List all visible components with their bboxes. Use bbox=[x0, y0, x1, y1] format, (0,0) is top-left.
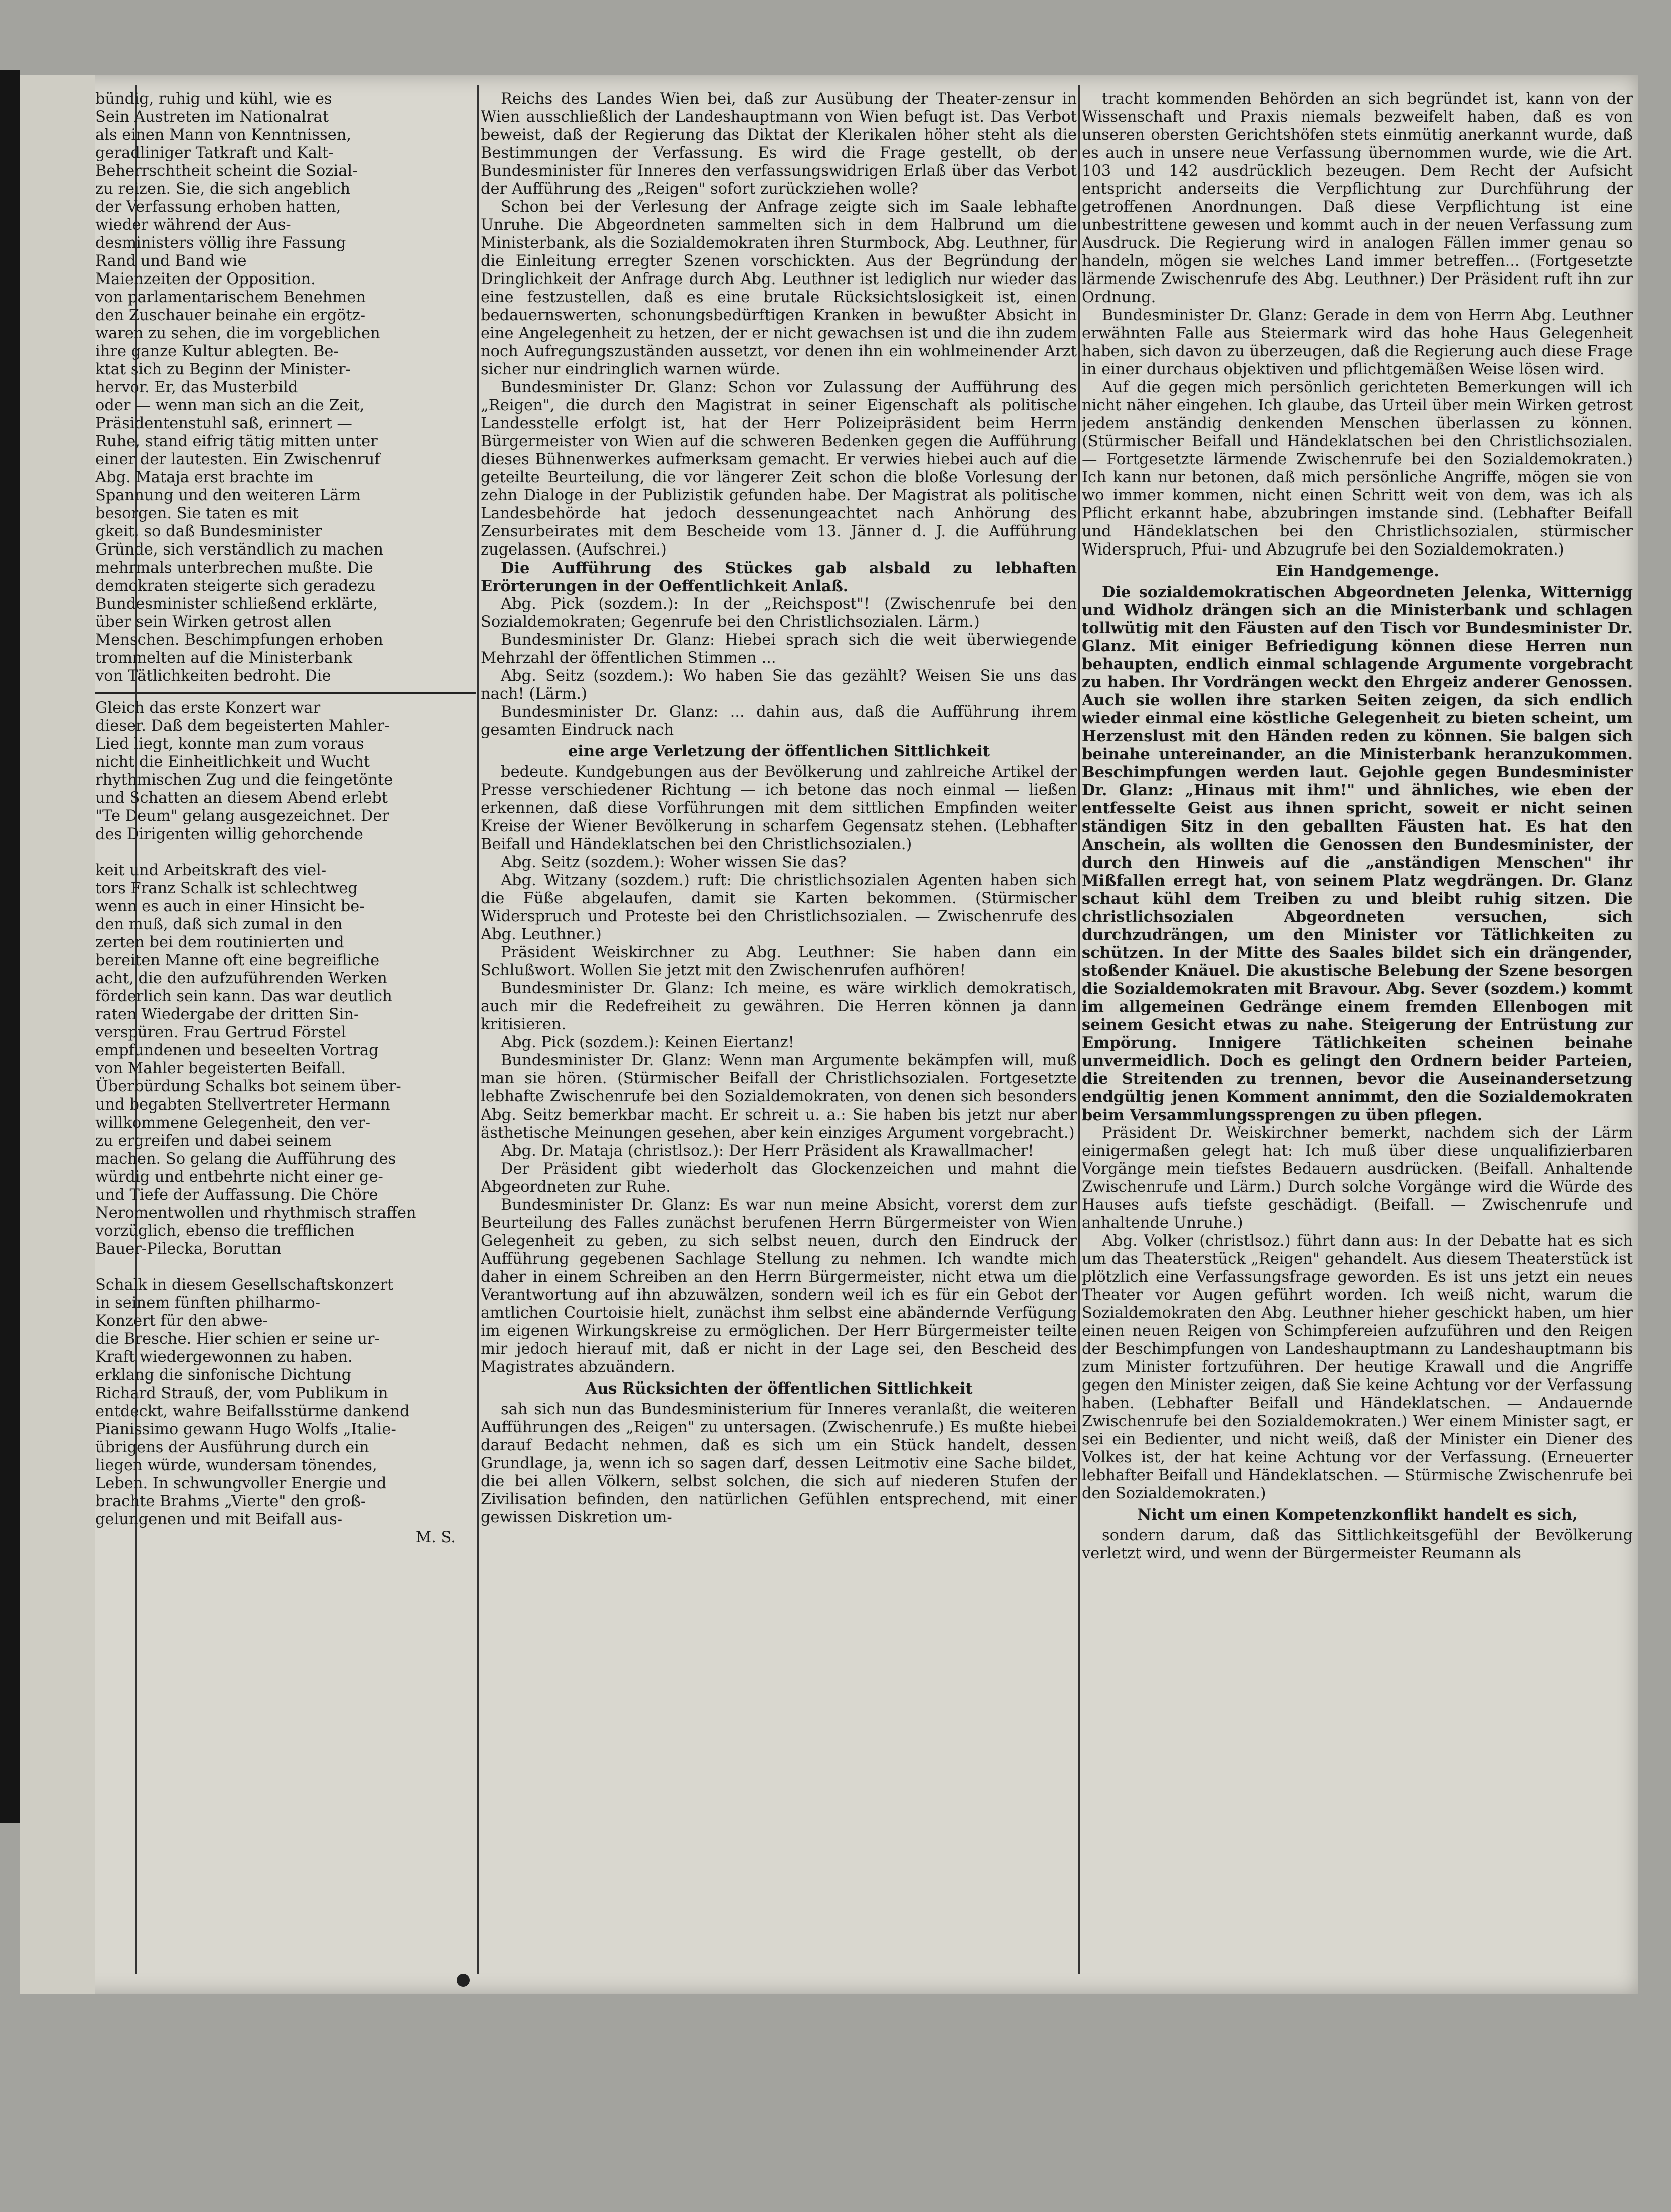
text-line: und Tiefe der Auffassung. Die Chöre bbox=[95, 1186, 378, 1204]
text-line: tors Franz Schalk ist schlechtweg bbox=[95, 880, 358, 897]
text-line: förderlich sein kann. Das war deutlich bbox=[95, 988, 392, 1005]
text-line: Ruhe, stand eifrig tätig mitten unter bbox=[95, 433, 378, 450]
text-line: machen. So gelang die Aufführung des bbox=[95, 1150, 396, 1168]
text-line: geradliniger Tatkraft und Kalt- bbox=[95, 144, 334, 162]
paragraph: Bundesminister Dr. Glanz: ... dahin aus, daß die Aufführung ihrem gesamten Eindruck nach bbox=[481, 703, 1077, 739]
subheading: Nicht um einen Kompetenzkonflikt handelt es sich, bbox=[1137, 1506, 1578, 1524]
text-line: gelungenen und mit Beifall aus- bbox=[95, 1511, 343, 1528]
paragraph: Die Aufführung des Stückes gab alsbald zu lebhaften Erörterungen in der Oeffentlichkeit Anlaß. bbox=[481, 559, 1077, 595]
text-line: bündig, ruhig und kühl, wie es bbox=[95, 90, 332, 108]
text-line: dieser. Daß dem begeisterten Mahler- bbox=[95, 717, 390, 735]
text-line: der Verfassung erhoben hatten, bbox=[95, 198, 341, 216]
paragraph: Abg. Pick (sozdem.): Keinen Eiertanz! bbox=[501, 1034, 794, 1051]
text-line: und Schatten an diesem Abend erlebt bbox=[95, 789, 388, 807]
text-line: Kraft wiedergewonnen zu haben. bbox=[95, 1348, 353, 1366]
newspaper-page bbox=[20, 75, 1638, 1994]
text-line: Abg. Mataja erst brachte im bbox=[95, 469, 314, 486]
text-line: desministers völlig ihre Fassung bbox=[95, 234, 346, 252]
text-line: hervor. Er, das Musterbild bbox=[95, 379, 298, 396]
text-line: Konzert für den abwe- bbox=[95, 1312, 268, 1330]
text-line: Sein Austreten im Nationalrat bbox=[95, 108, 329, 126]
text-line: Gründe, sich verständlich zu machen bbox=[95, 541, 384, 559]
text-line: gkeit, so daß Bundesminister bbox=[95, 523, 322, 540]
column-rule-2 bbox=[1078, 85, 1080, 1974]
cut-off-left-column bbox=[20, 75, 95, 1994]
text-line: ktat sich zu Beginn der Minister- bbox=[95, 361, 351, 378]
paragraph: sondern darum, daß das Sittlichkeitsgefühl der Bevölkerung verletzt wird, und wenn der Bürgermeister Reumann als bbox=[1082, 1527, 1633, 1562]
text-line: Neromentwollen und rhythmisch straffen bbox=[95, 1204, 416, 1222]
text-line: von Tätlichkeiten bedroht. Die bbox=[95, 667, 331, 685]
column-rule-1 bbox=[477, 85, 479, 1974]
paragraph: Schon bei der Verlesung der Anfrage zeigte sich im Saale lebhafte Unruhe. Die Abgeordneten sammelten sich in dem Halbrund um die Ministerbank, als die Sozialdemokraten ihren Sturmbock, Abg. Leuthner, für die Einleitung erregter Szenen vorschickten. Aus der Begründung der Dringlichkeit der Anfrage durch Abg. Leuthner ist lediglich nur wieder das eine festzustellen, daß es eine brutale Rücksichtslosigkeit ist, einen bedauernswerten, schonungsbedürftigen Kranken in bewußter Absicht in eine Angelegenheit zu hetzen, der er nicht gewachsen ist und die ihn zudem noch Aufregungszuständen aussetzt, vor denen ihn ein wohlmeinender Arzt sicher nur eindringlich warnen würde. bbox=[481, 198, 1077, 378]
subheading: eine arge Verletzung der öffentlichen Sittlichkeit bbox=[568, 742, 990, 760]
text-line: entdeckt, wahre Beifallsstürme dankend bbox=[95, 1403, 410, 1420]
text-line: die Bresche. Hier schien er seine ur- bbox=[95, 1330, 380, 1348]
text-line: würdig und entbehrte nicht einer ge- bbox=[95, 1168, 383, 1186]
text-line: raten Wiedergabe der dritten Sin- bbox=[95, 1006, 359, 1023]
text-line: Rand und Band wie bbox=[95, 252, 247, 270]
text-line: erklang die sinfonische Dichtung bbox=[95, 1366, 352, 1384]
text-line: vorzüglich, ebenso die trefflichen bbox=[95, 1222, 355, 1240]
text-line: des Dirigenten willig gehorchende bbox=[95, 825, 363, 843]
paragraph: Bundesminister Dr. Glanz: Gerade in dem von Herrn Abg. Leuthner erwähnten Falle aus Steiermark wird das hohe Haus Gelegenheit haben, sich davon zu überzeugen, daß die Regierung auch diese Frage in einer durchaus objektiven und pflichtgemäßen Weise lösen wird. bbox=[1082, 307, 1633, 378]
subheading: Aus Rücksichten der öffentlichen Sittlichkeit bbox=[585, 1379, 973, 1398]
text-line: Richard Strauß, der, vom Publikum in bbox=[95, 1385, 388, 1402]
paragraph: bedeute. Kundgebungen aus der Bevölkerung und zahlreiche Artikel der Presse verschiedener Richtung — ich betone das noch einmal — ließen erkennen, daß diese Vorführungen mit dem sittlichen Empfinden weiter Kreise der Wiener Bevölkerung in scharfem Gegensatz stehen. (Lebhafter Beifall und Händeklatschen bei den Christlichsozialen.) bbox=[481, 763, 1077, 853]
text-line: Maienzeiten der Opposition. bbox=[95, 270, 316, 288]
text-line: Schalk in diesem Gesellschaftskonzert bbox=[95, 1276, 394, 1294]
text-line: den Zuschauer beinahe ein ergötz- bbox=[95, 307, 366, 324]
text-line: als einen Mann von Kenntnissen, bbox=[95, 126, 352, 144]
scan-left-edge bbox=[0, 70, 20, 1823]
text-line: wieder während der Aus- bbox=[95, 216, 291, 234]
paragraph: tracht kommenden Behörden an sich begründet ist, kann von der Wissenschaft und Praxis niemals bezweifelt haben, daß es von unseren obersten Gerichtshöfen stets einmütig anerkannt wurde, daß es auch in unsere neue Verfassung übernommen wurde, wie die Art. 103 und 142 ausdrücklich bezeugen. Dem Recht der Aufsicht entspricht anderseits die Verpflichtung zur Durchführung der getroffenen Anordnungen. Daß diese Verpflichtung ist eine unbestrittene gewesen und kommt auch in der neuen Verfassung zum Ausdruck. Die Regierung wird in analogen Fällen immer genau so handeln, mögen sie welches Land immer betreffen... (Fortgesetzte lärmende Zwischenrufe des Abg. Leuthner.) Der Präsident ruft ihn zur Ordnung. bbox=[1082, 90, 1633, 306]
paragraph: Bundesminister Dr. Glanz: Wenn man Argumente bekämpfen will, muß man sie hören. (Stürmischer Beifall der Christlichsozialen. Fortgesetzte lebhafte Zwischenrufe bei den Sozialdemokraten, von denen sich besonders Abg. Seitz bemerkbar macht. Er schreit u. a.: Sie haben bis jetzt nur aber ästhetische Meinungen gesehen, aber kein einziges Argument vorgebracht.) bbox=[481, 1052, 1077, 1142]
text-line: zu reizen. Sie, die sich angeblich bbox=[95, 180, 351, 198]
text-line: ihre ganze Kultur ablegten. Be- bbox=[95, 343, 339, 360]
text-line: verspüren. Frau Gertrud Förstel bbox=[95, 1024, 346, 1041]
paragraph: Abg. Dr. Mataja (christlsoz.): Der Herr Präsident als Krawallmacher! bbox=[501, 1142, 1034, 1160]
text-line: in seinem fünften philharmo- bbox=[95, 1294, 321, 1312]
paragraph: Bundesminister Dr. Glanz: Hiebei sprach sich die weit überwiegende Mehrzahl der öffentlichen Stimmen ... bbox=[481, 631, 1077, 667]
paragraph: Präsident Weiskirchner zu Abg. Leuthner: Sie haben dann ein Schlußwort. Wollen Sie jetzt mit den Zwischenrufen aufhören! bbox=[481, 944, 1077, 979]
text-line: Leben. In schwungvoller Energie und bbox=[95, 1475, 387, 1492]
text-line bbox=[95, 1258, 476, 1276]
paragraph: Bundesminister Dr. Glanz: Schon vor Zulassung der Aufführung des „Reigen", die durch den Magistrat in seiner Eigenschaft als politische Landesstelle erfolgt ist, hat der Herr Polizeipräsident beim Herrn Bürgermeister von Wien auf die schweren Bedenken gegen die Aufführung dieses Bühnenwerkes aufmerksam gemacht. Er verwies hiebei auch auf die geteilte Beurteilung, die vor längerer Zeit schon die bloße Vorlesung der zehn Dialoge in der Publizistik gefunden habe. Der Magistrat als politische Landesbehörde hat jedoch dessenungeachtet nach Anhörung des Zensurbeirates mit dem Bescheide vom 13. Jänner d. J. die Aufführung zugelassen. (Aufschrei.) bbox=[481, 379, 1077, 559]
text-line: demokraten steigerte sich geradezu bbox=[95, 577, 376, 595]
paragraph: Abg. Witzany (sozdem.) ruft: Die christlichsozialen Agenten haben sich die Füße abgelaufen, damit sie Karten bekommen. (Stürmischer Widerspruch und Proteste bei den Christlichsozialen. — Zwischenrufe des Abg. Leuthner.) bbox=[481, 872, 1077, 943]
text-line: nicht die Einheitlichkeit und Wucht bbox=[95, 753, 370, 771]
text-line: liegen würde, wundersam tönendes, bbox=[95, 1457, 377, 1474]
paragraph: Bundesminister Dr. Glanz: Es war nun meine Absicht, vorerst dem zur Beurteilung des Falles zunächst berufenen Herrn Bürgermeister von Wien Gelegenheit zu geben, zu sich selbst neuen, durch den Eindruck der Aufführung gegebenen Sachlage Stellung zu nehmen. Ich wandte mich daher in einem Schreiben an den Herrn Bürgermeister, nicht etwa um die Verantwortung auf ihn abzuwälzen, sondern weil ich es für ein Gebot der amtlichen Courtoisie hielt, zunächst ihm selbst eine abändernde Verfügung im eigenen Wirkungskreise zu ermöglichen. Der Herr Bürgermeister teilte mir jedoch hierauf mit, daß er nicht in der Lage sei, den Bescheid des Magistrates abzuändern. bbox=[481, 1196, 1077, 1376]
column-1 bbox=[95, 90, 476, 1547]
text-line: übrigens der Ausführung durch ein bbox=[95, 1439, 369, 1456]
text-line: rhythmischen Zug und die feingetönte bbox=[95, 771, 393, 789]
text-line: oder — wenn man sich an die Zeit, bbox=[95, 397, 365, 414]
text-line: trommelten auf die Ministerbank bbox=[95, 649, 353, 667]
text-line: acht, die den aufzuführenden Werken bbox=[95, 970, 387, 987]
subheading: Ein Handgemenge. bbox=[1276, 562, 1439, 580]
text-line: Beherrschtheit scheint die Sozial- bbox=[95, 162, 358, 180]
text-line: keit und Arbeitskraft des viel- bbox=[95, 862, 327, 879]
text-line: brachte Brahms „Vierte" den groß- bbox=[95, 1493, 366, 1510]
paragraph: Auf die gegen mich persönlich gerichteten Bemerkungen will ich nicht näher eingehen. Ich glaube, das Urteil über mein Wirken getrost jedem anständig denkenden Menschen überlassen zu können. (Stürmischer Beifall und Händeklatschen bei den Christlichsozialen. — Fortgesetzte lärmende Zwischenrufe bei den Sozialdemokraten.) Ich kann nur betonen, daß mich persönliche Angriffe, mögen sie von wo immer kommen, nicht einen Schritt weit von dem, was ich als Pflicht erkannt habe, abzubringen imstande sind. (Lebhafter Beifall und Händeklatschen bei den Christlichsozialen, stürmischer Widerspruch, Pfui- und Abzugrufe bei den Sozialdemokraten.) bbox=[1082, 379, 1633, 559]
text-line: Gleich das erste Konzert war bbox=[95, 699, 321, 717]
text-line: und begabten Stellvertreter Hermann bbox=[95, 1096, 390, 1114]
text-line: Pianissimo gewann Hugo Wolfs „Italie- bbox=[95, 1421, 396, 1438]
text-line: "Te Deum" gelang ausgezeichnet. Der bbox=[95, 807, 389, 825]
text-line: von Mahler begeisterten Beifall. bbox=[95, 1060, 346, 1077]
text-line: über sein Wirken getrost allen bbox=[95, 613, 332, 631]
text-line: wenn es auch in einer Hinsicht be- bbox=[95, 898, 365, 915]
paragraph: Abg. Volker (christlsoz.) führt dann aus: In der Debatte hat es sich um das Theaterstück „Reigen" gehandelt. Aus diesem Theaterstück ist plötzlich eine Verfassungsfrage geworden. Es ist uns jetzt ein neues Theater vor Augen geführt worden. Ich weiß nicht, warum die Sozialdemokraten den Abg. Leuthner hieher geschickt haben, um hier einen neuen Reigen von Schimpfereien aufzuführen und den Reigen der Beschimpfungen von Landeshauptmann zu Landeshauptmann bis zum Minister fortzuführen. Der heutige Krawall und die Angriffe gegen den Minister zeigen, daß Sie keine Achtung vor der Verfassung haben. (Lebhafter Beifall und Händeklatschen. — Andauernde Zwischenrufe bei den Sozialdemokraten.) Wer einem Minister sagt, er sei ein Bedienter, und nicht weiß, daß der Minister ein Diener des Volkes ist, der hat keine Achtung vor der Verfassung. (Erneuerter lebhafter Beifall und Händeklatschen. — Stürmische Zwischenrufe bei den Sozialdemokraten.) bbox=[1082, 1232, 1633, 1502]
text-line: Spannung und den weiteren Lärm bbox=[95, 487, 361, 504]
text-line: zu ergreifen und dabei seinem bbox=[95, 1132, 332, 1150]
text-line: Menschen. Beschimpfungen erhoben bbox=[95, 631, 383, 649]
column-2 bbox=[481, 90, 1077, 1527]
paragraph: Abg. Pick (sozdem.): In der „Reichspost"! (Zwischenrufe bei den Sozialdemokraten; Gegenrufe bei den Christlichsozialen. Lärm.) bbox=[481, 595, 1077, 631]
paragraph: Abg. Seitz (sozdem.): Woher wissen Sie das? bbox=[501, 854, 847, 871]
text-line: bereiten Manne oft eine begreifliche bbox=[95, 952, 380, 969]
paragraph: Die sozialdemokratischen Abgeordneten Jelenka, Witternigg und Widholz drängen sich an die Ministerbank und schlagen tollwütig mit den Fäusten auf den Tisch vor Bundesminister Dr. Glanz. Mit einiger Befriedigung können diese Herren nun behaupten, endlich einmal schlagende Argumente vorgebracht zu haben. Ihr Vordrängen weckt den Ehrgeiz anderer Genossen. Auch sie wollen ihre starken Seiten zeigen, da sich endlich wieder einmal eine köstliche Gelegenheit zu bieten scheint, um Herzenslust mit den Händen reden zu können. Sie balgen sich beinahe untereinander, an die Ministerbank heranzukommen. Beschimpfungen werden laut. Gejohle gegen Bundesminister Dr. Glanz: „Hinaus mit ihm!" und ähnliches, wie eben der entfesselte Geist aus ihnen spricht, soweit er nicht seinen ständigen Sitz in den geballten Fäusten hat. Es hat den Anschein, als wollten die Genossen den Bundesminister, der durch den Hinweis auf die „anständigen Menschen" ihr Mißfallen erregt hat, von seinem Platz wegdrängen. Dr. Glanz schaut kühl dem Treiben zu und bleibt ruhig sitzen. Die christlichsozialen Abgeordneten versuchen, sich durchzudrängen, um den Minister vor Tätlichkeiten zu schützen. In der Mitte des Saales bildet sich ein drängender, stoßender Knäuel. Die akustische Belebung der Szene besorgen die Sozialdemokraten mit Bravour. Abg. Sever (sozdem.) kommt im allgemeinen Gedränge einem fremden Ellenbogen mit seinem Gesicht etwas zu nahe. Steigerung der Entrüstung zur Empörung. Innigere Tätlichkeiten scheinen beinahe unvermeidlich. Doch es gelingt den Ordnern beider Parteien, die Streitenden zu trennen, bevor die Auseinandersetzung endgültig jenen Komment annimmt, den die Sozialdemokraten beim Versammlungssprengen zu üben pflegen. bbox=[1082, 583, 1633, 1124]
text-line: waren zu sehen, die im vorgeblichen bbox=[95, 325, 380, 342]
text-line: Lied liegt, konnte man zum voraus bbox=[95, 735, 364, 753]
text-line: zerten bei dem routinierten und bbox=[95, 934, 344, 951]
text-line: Bauer-Pilecka, Boruttan bbox=[95, 1240, 282, 1258]
text-line: den muß, daß sich zumal in den bbox=[95, 916, 343, 933]
paragraph: Abg. Seitz (sozdem.): Wo haben Sie das gezählt? Weisen Sie uns das nach! (Lärm.) bbox=[481, 667, 1077, 703]
text-line: Präsidentenstuhl saß, erinnert — bbox=[95, 415, 352, 432]
text-line: besorgen. Sie taten es mit bbox=[95, 505, 299, 522]
ink-blot bbox=[457, 1974, 470, 1987]
paragraph: Der Präsident gibt wiederholt das Glockenzeichen und mahnt die Abgeordneten zur Ruhe. bbox=[481, 1160, 1077, 1196]
text-line: von parlamentarischem Benehmen bbox=[95, 289, 366, 306]
paragraph: Präsident Dr. Weiskirchner bemerkt, nachdem sich der Lärm einigermaßen gelegt hat: Ich muß über diese unqualifizierbaren Vorgänge mein tiefstes Bedauern ausdrücken. (Beifall. Anhaltende Zwischenrufe und Lärm.) Durch solche Vorgänge wird die Würde des Hauses aufs tiefste geschädigt. (Beifall. — Zwischenrufe und anhaltende Unruhe.) bbox=[1082, 1124, 1633, 1232]
text-line: Überbürdung Schalks bot seinem über- bbox=[95, 1078, 401, 1095]
text-line: einer der lautesten. Ein Zwischenruf bbox=[95, 451, 380, 468]
text-line bbox=[95, 844, 476, 862]
section-divider bbox=[95, 692, 476, 694]
text-line: empfundenen und beseelten Vortrag bbox=[95, 1042, 379, 1059]
text-line: willkommene Gelegenheit, den ver- bbox=[95, 1114, 371, 1132]
text-line: Bundesminister schließend erklärte, bbox=[95, 595, 378, 613]
paragraph: sah sich nun das Bundesministerium für Inneres veranlaßt, die weiteren Aufführungen des „Reigen" zu untersagen. (Zwischenrufe.) Es mußte hiebei darauf Bedacht nehmen, daß es sich um ein Stück handelt, dessen Grundlage, ja, wenn ich so sagen darf, dessen Leitmotiv eine Sache bildet, die bei allen Völkern, selbst solchen, die sich auf niederen Stufen der Zivilisation befinden, den natürlichen Gefühlen entsprechend, mit einer gewissen Diskretion um- bbox=[481, 1401, 1077, 1526]
column-3 bbox=[1082, 90, 1633, 1563]
paragraph: Bundesminister Dr. Glanz: Ich meine, es wäre wirklich demokratisch, auch mir die Redefreiheit zu gewähren. Die Herren können ja dann kritisieren. bbox=[481, 980, 1077, 1033]
paragraph: Reichs des Landes Wien bei, daß zur Ausübung der Theater-zensur in Wien ausschließlich der Landeshauptmann von Wien befugt ist. Das Verbot beweist, daß der Regierung das Diktat der Klerikalen höher steht als die Bestimmungen der Verfassung. Es wird die Frage gestellt, ob der Bundesminister für Inneres den verfassungswidrigen Erlaß über das Verbot der Aufführung des „Reigen" sofort zurückziehen wolle? bbox=[481, 90, 1077, 198]
text-line: mehrmals unterbrechen mußte. Die bbox=[95, 559, 373, 577]
author-signature: M. S. bbox=[415, 1529, 456, 1546]
